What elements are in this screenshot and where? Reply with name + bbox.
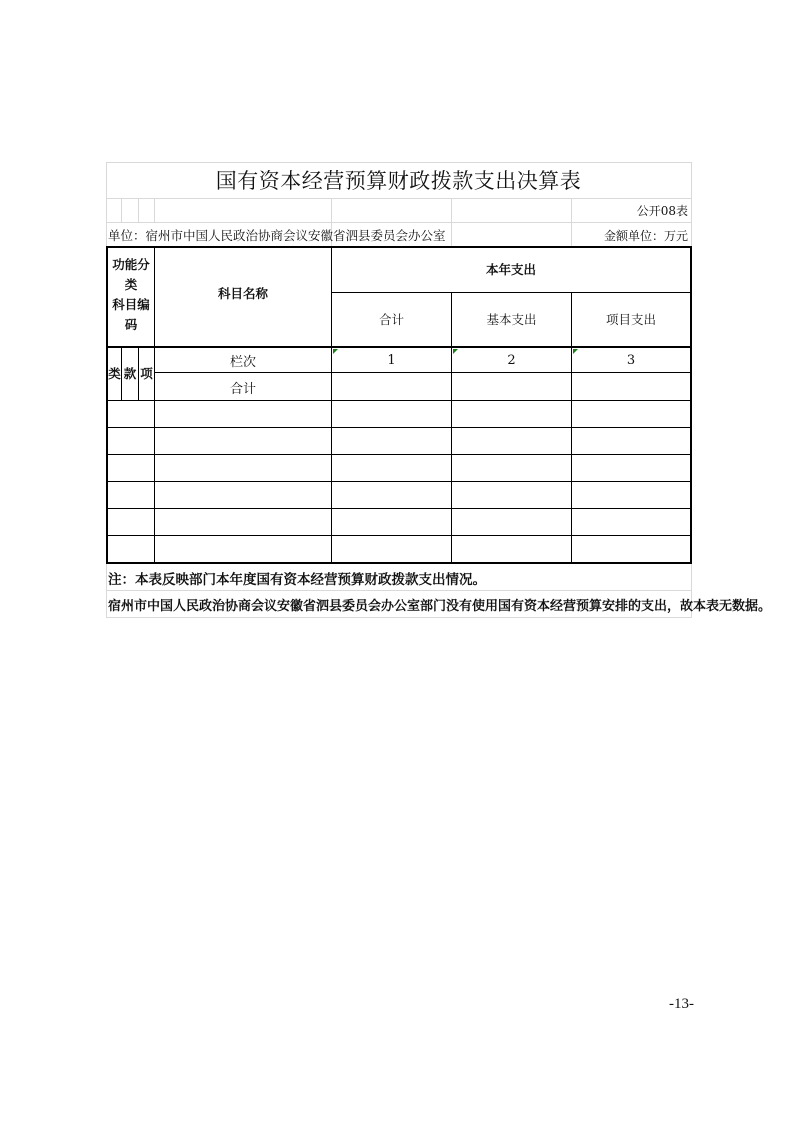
- table-border: [331, 246, 332, 564]
- sum-row-label: 合计: [229, 381, 256, 397]
- grid-line: [121, 198, 122, 222]
- header-project: 项目支出: [605, 312, 656, 327]
- table-border: [106, 454, 691, 455]
- grid-line: [106, 590, 692, 591]
- table-border: [106, 535, 691, 536]
- header-total: 合计: [378, 312, 404, 327]
- note-line-2: 宿州市中国人民政治协商会议安徽省泗县委员会办公室部门没有使用国有资本经营预算安排的支出，故本表无数据。: [108, 599, 772, 614]
- cell-marker-icon: [573, 349, 578, 354]
- document-title: 国有资本经营预算财政拨款支出决算表: [215, 169, 582, 193]
- table-border: [331, 292, 691, 293]
- grid-line: [106, 222, 692, 223]
- table-border: [106, 427, 691, 428]
- unit-label: 单位：宿州市中国人民政治协商会议安徽省泗县委员会办公室: [108, 228, 446, 243]
- table-border: [106, 346, 691, 348]
- table-border: [106, 246, 691, 248]
- grid-line: [571, 198, 572, 246]
- grid-line: [154, 198, 155, 222]
- cell-marker-icon: [453, 349, 458, 354]
- header-basic: 基本支出: [486, 312, 537, 327]
- cell-marker-icon: [333, 349, 338, 354]
- column-index-2: 2: [507, 352, 516, 368]
- form-code: 公开08表: [636, 204, 688, 218]
- header-lei: 类: [108, 366, 121, 381]
- grid-line: [138, 198, 139, 222]
- header-func-code: 功能分类 科目编码: [112, 257, 150, 332]
- table-border: [690, 246, 692, 564]
- grid-line: [451, 198, 452, 246]
- note-line-1: 注：本表反映部门本年度国有资本经营预算财政拨款支出情况。: [108, 572, 486, 588]
- table-border: [451, 292, 452, 564]
- column-index-1: 1: [387, 352, 396, 368]
- table-border: [571, 292, 572, 564]
- page-number: -13-: [669, 996, 694, 1012]
- grid-line: [106, 198, 692, 199]
- table-border: [106, 562, 691, 564]
- column-index-label: 栏次: [229, 354, 256, 370]
- header-kuan: 款: [123, 366, 137, 381]
- table-border: [106, 400, 691, 401]
- header-subject-name: 科目名称: [217, 286, 268, 301]
- grid-line: [106, 617, 692, 618]
- header-xiang: 项: [140, 366, 153, 381]
- header-current-year: 本年支出: [485, 262, 536, 277]
- amount-unit: 金额单位：万元: [603, 229, 688, 243]
- table-border: [106, 481, 691, 482]
- column-index-3: 3: [626, 352, 636, 368]
- table-border: [106, 508, 691, 509]
- table-border: [154, 372, 691, 373]
